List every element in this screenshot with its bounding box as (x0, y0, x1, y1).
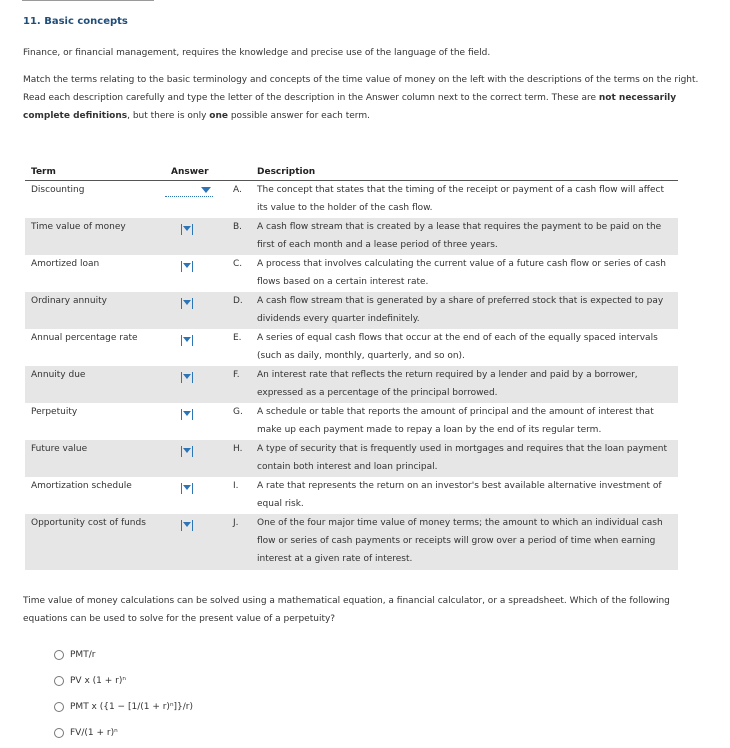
description-text: A schedule or table that reports the amount of principal and the amount of interest that make up each payment made to repay a loan by the end of its regular term. (257, 407, 654, 435)
description-text: A series of equal cash flows that occur at the end of each of the equally spaced intervals (such as daily, monthly, quarterly, and so on). (257, 333, 658, 361)
chevron-down-icon (183, 411, 191, 416)
matching-table (25, 164, 678, 570)
table-header (25, 164, 678, 181)
answer-dropdown[interactable] (165, 224, 213, 235)
answer-dropdown[interactable] (165, 483, 213, 494)
radio-button[interactable] (54, 676, 64, 686)
question-text: Time value of money calculations can be solved using a mathematical equation, a financial calculator, or a spreadsheet. Which of the following equations can be used to solve for the present value of a perpetuity? (23, 596, 670, 624)
term-label: Ordinary annuity (31, 296, 107, 306)
chevron-down-icon (183, 300, 191, 305)
header-answer: Answer (171, 167, 209, 177)
answer-dropdown[interactable] (165, 520, 213, 531)
term-label: Amortization schedule (31, 481, 132, 491)
description-text: An interest rate that reflects the return required by a lender and paid by a borrower, expressed as a percentage of the principal borrowed. (257, 370, 638, 398)
chevron-down-icon (183, 337, 191, 342)
page-title: 11. Basic concepts (23, 16, 128, 27)
description-letter: C. (233, 259, 243, 269)
top-divider (22, 0, 154, 1)
description-text: A type of security that is frequently used in mortgages and requires that the loan payment contain both interest and loan principal. (257, 444, 667, 472)
table-row (25, 477, 678, 514)
term-label: Amortized loan (31, 259, 100, 269)
intro-emphasis: not necessarily complete definitions (23, 93, 677, 121)
chevron-down-icon (201, 187, 211, 193)
option-label: PMT/r (70, 650, 96, 660)
answer-dropdown[interactable] (165, 446, 213, 457)
intro-emphasis: one (209, 111, 228, 121)
option-pv-compound[interactable] (54, 668, 193, 694)
answer-dropdown[interactable] (165, 261, 213, 272)
description-letter: J. (233, 518, 239, 528)
description-text: A cash flow stream that is generated by a share of preferred stock that is expected to pay dividends every quarter indefinitely. (257, 296, 664, 324)
description-letter: B. (233, 222, 243, 232)
option-pmt-annuity[interactable] (54, 694, 193, 720)
table-row (25, 329, 678, 366)
description-text: The concept that states that the timing of the receipt or payment of a cash flow will affect its value to the holder of the cash flow. (257, 185, 664, 213)
description-text: A cash flow stream that is created by a lease that requires the payment to be paid on the first of each month and a lease period of three years. (257, 222, 662, 250)
term-label: Time value of money (31, 222, 126, 232)
description-letter: I. (233, 481, 239, 491)
table-row (25, 218, 678, 255)
radio-button[interactable] (54, 702, 64, 712)
term-label: Perpetuity (31, 407, 78, 417)
chevron-down-icon (183, 448, 191, 453)
term-label: Discounting (31, 185, 85, 195)
option-label: PV x (1 + r)ⁿ (70, 676, 126, 686)
description-text: A process that involves calculating the current value of a future cash flow or series of cash flows based on a certain interest rate. (257, 259, 666, 287)
answer-dropdown[interactable] (165, 187, 213, 198)
chevron-down-icon (183, 263, 191, 268)
description-letter: A. (233, 185, 242, 195)
term-label: Future value (31, 444, 88, 454)
table-row (25, 403, 678, 440)
option-label: PMT x ({1 − [1/(1 + r)ⁿ]}/r) (70, 702, 194, 712)
answer-dropdown[interactable] (165, 372, 213, 383)
table-row (25, 440, 678, 477)
table-row (25, 255, 678, 292)
option-pmt-over-r[interactable] (54, 642, 193, 668)
intro-paragraph-2 (23, 71, 713, 125)
chevron-down-icon (183, 485, 191, 490)
description-text: A rate that represents the return on an investor's best available alternative investment of equal risk. (257, 481, 662, 509)
answer-dropdown[interactable] (165, 409, 213, 420)
chevron-down-icon (183, 522, 191, 527)
term-label: Annual percentage rate (31, 333, 138, 343)
description-letter: D. (233, 296, 243, 306)
intro-text: possible answer for each term. (227, 111, 370, 121)
intro-paragraph-1: Finance, or financial management, requires the knowledge and precise use of the language of the field. (23, 48, 491, 58)
table-row (25, 514, 678, 570)
radio-button[interactable] (54, 650, 64, 660)
answer-dropdown[interactable] (165, 335, 213, 346)
description-text: One of the four major time value of money terms; the amount to which an individual cash flow or series of cash payments or receipts will grow over a period of time when earning interest at a given rate of interest. (257, 518, 663, 564)
intro-text: , but there is only (127, 111, 210, 121)
description-letter: H. (233, 444, 243, 454)
term-label: Annuity due (31, 370, 86, 380)
radio-button[interactable] (54, 728, 64, 738)
description-letter: F. (233, 370, 240, 380)
chevron-down-icon (183, 226, 191, 231)
header-term: Term (31, 167, 56, 177)
table-row (25, 292, 678, 329)
description-letter: E. (233, 333, 242, 343)
chevron-down-icon (183, 374, 191, 379)
answer-dropdown[interactable] (165, 298, 213, 309)
option-fv-discount[interactable] (54, 720, 193, 746)
description-letter: G. (233, 407, 243, 417)
table-row (25, 181, 678, 218)
option-label: FV/(1 + r)ⁿ (70, 728, 118, 738)
intro-text: Match the terms relating to the basic terminology and concepts of the time value of money on the left with the descriptions of the terms on the right. Read each description carefully and type the letter of the description in the Answer column next to the correct term. These are (23, 75, 699, 103)
term-label: Opportunity cost of funds (31, 518, 146, 528)
header-description: Description (257, 167, 316, 177)
answer-options (54, 642, 193, 746)
table-row (25, 366, 678, 403)
